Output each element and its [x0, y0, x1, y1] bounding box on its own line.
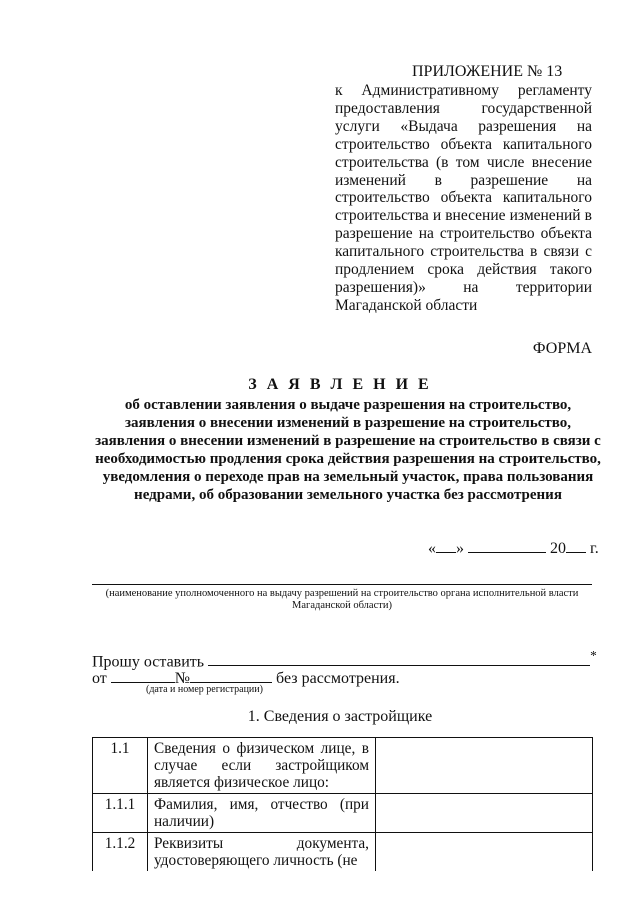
registration-number-blank[interactable]: [190, 668, 272, 683]
row-label: Сведения о физическом лице, в случае если застройщиком является физическое лицо:: [148, 738, 376, 794]
appendix-text: к Административному регламенту предоставления государственной услуги «Выдача разрешения на строительство объекта капитального строительства (в том числе внесение изменений в разрешение на строительство объекта капитального строительства и внесение изменений в разрешение на строительство объекта капитального строительства в связи с продлением срока действия такого разрешения)» на территории Магаданской области: [335, 82, 592, 314]
request-tail: без рассмотрения.: [276, 670, 400, 687]
row-label: Фамилия, имя, отчество (при наличии): [148, 794, 376, 833]
from-label: от: [92, 670, 107, 687]
row-value[interactable]: [376, 738, 593, 794]
month-blank[interactable]: [468, 538, 546, 553]
document-title: З А Я В Л Е Н И Е: [248, 376, 432, 393]
authority-caption: (наименование уполномоченного на выдачу разрешений на строительство органа исполнительной власти Магаданской области): [105, 588, 579, 611]
row-label: Реквизиты документа, удостоверяющего личность (не: [148, 833, 376, 872]
form-label: ФОРМА: [532, 340, 592, 357]
authority-line[interactable]: [92, 584, 592, 585]
document-subtitle: об оставлении заявления о выдаче разрешения на строительство, заявления о внесении изменений в разрешение на строительство, заявления о внесении изменений в разрешение на строительство в связи с необходимостью продления срока действия разрешения на строительство, уведомления о переходе прав на земельный участок, права пользования недрами, об образовании земельного участка без рассмотрения: [95, 397, 601, 503]
table-row: [93, 738, 593, 794]
number-sign: №: [174, 670, 191, 687]
year-prefix: 20: [550, 540, 566, 557]
appendix-title: ПРИЛОЖЕНИЕ № 13: [412, 63, 563, 80]
row-number: 1.1: [93, 738, 148, 794]
row-value[interactable]: [376, 794, 593, 833]
request-blank[interactable]: [208, 651, 590, 666]
registration-caption: (дата и номер регистрации): [146, 684, 263, 695]
section-title: 1. Сведения о застройщике: [247, 708, 433, 725]
asterisk: *: [590, 648, 597, 663]
applicant-table: [92, 737, 593, 871]
date-close-quote: »: [456, 540, 464, 557]
table-row: [93, 833, 593, 872]
date-field[interactable]: [428, 538, 599, 558]
day-blank[interactable]: [436, 538, 456, 553]
date-open-quote: «: [428, 540, 436, 557]
registration-date-blank[interactable]: [111, 668, 175, 683]
row-number: 1.1.1: [93, 794, 148, 833]
request-ask: Прошу оставить: [92, 653, 205, 671]
year-suffix: г.: [590, 540, 599, 557]
year-blank[interactable]: [566, 538, 586, 553]
table-row: [93, 794, 593, 833]
row-number: 1.1.2: [93, 833, 148, 872]
row-value[interactable]: [376, 833, 593, 872]
